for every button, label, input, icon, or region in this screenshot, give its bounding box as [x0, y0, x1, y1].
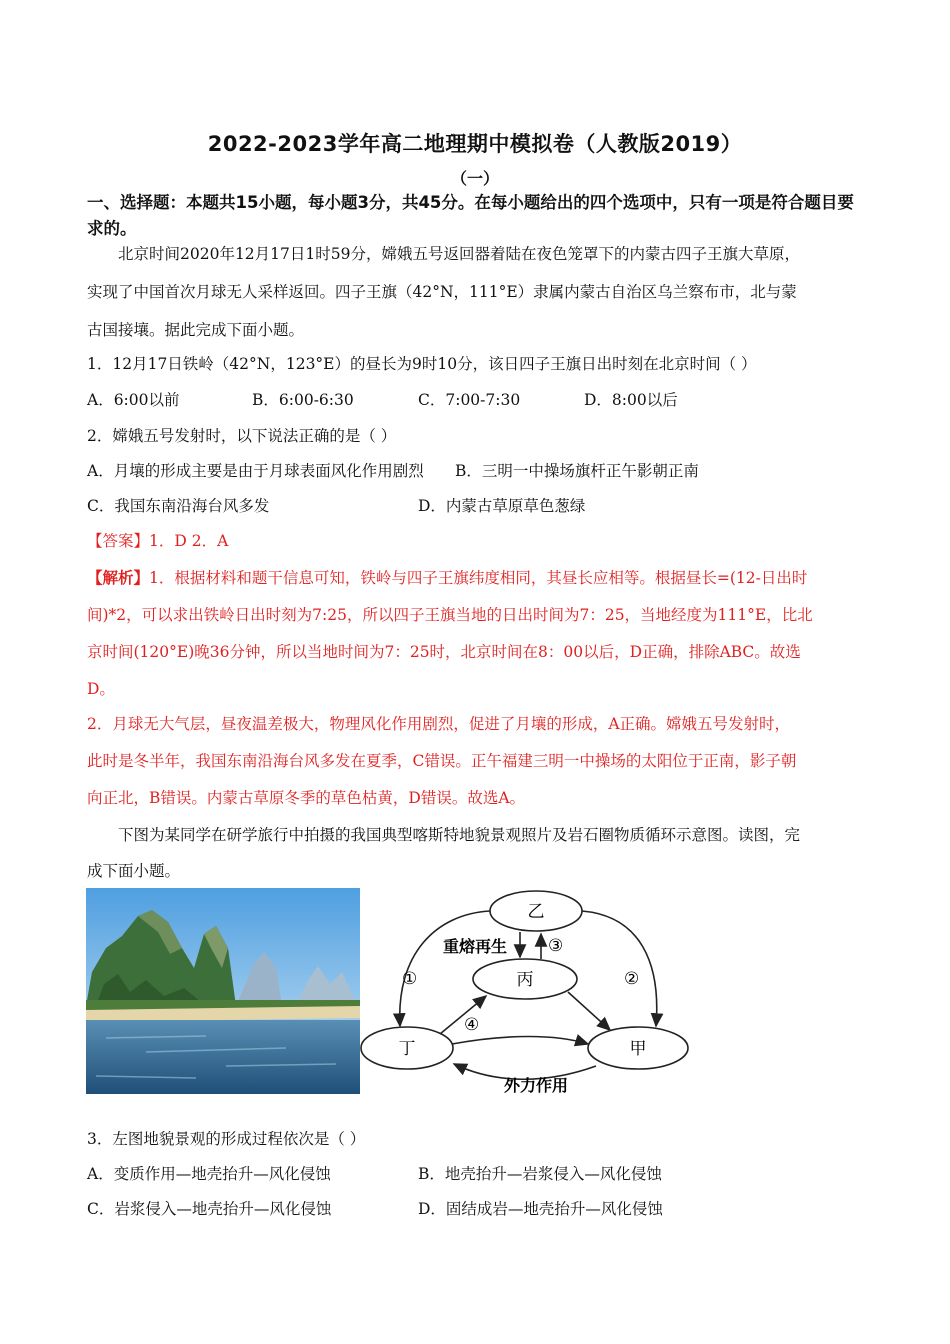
process-3-label: ③ [548, 936, 564, 956]
analysis-line: 京时间(120°E)晚36分钟，所以当地时间为7：25时，北京时间在8：00以后，D正确，排除ABC。故选 [87, 643, 801, 661]
passage2-line: 下图为某同学在研学旅行中拍摄的我国典型喀斯特地貌景观照片及岩石圈物质循环示意图。读图，完 [118, 826, 801, 844]
q2-option-c: C．我国东南沿海台风多发 [87, 497, 270, 515]
q3-option-d: D．固结成岩—地壳抬升—风化侵蚀 [418, 1200, 663, 1218]
analysis-line: 向正北，B错误。内蒙古草原冬季的草色枯黄，D错误。故选A。 [87, 789, 526, 807]
analysis-label: 【解析】 [87, 568, 150, 587]
process-4-label: ④ [464, 1015, 480, 1035]
analysis-line: 间)*2，可以求出铁岭日出时刻为7:25，所以四子王旗当地的日出时间为7：25，当地经度为111°E，比北 [87, 606, 813, 624]
karst-landscape-photo [86, 888, 360, 1094]
page-subtitle: （一） [450, 169, 499, 188]
node-yi-label: 乙 [527, 902, 545, 922]
question-3-stem: 3．左图地貌景观的形成过程依次是（ ） [87, 1130, 366, 1148]
passage1-line: 北京时间2020年12月17日1时59分，嫦娥五号返回器着陆在夜色笼罩下的内蒙古四子王旗大草原， [118, 245, 800, 263]
analysis-line: 此时是冬半年，我国东南沿海台风多发在夏季，C错误。正午福建三明一中操场的太阳位于正南，影子朝 [87, 752, 797, 770]
question-1-stem: 1．12月17日铁岭（42°N，123°E）的昼长为9时10分，该日四子王旗日出时刻在北京时间（ ） [87, 355, 757, 373]
q1-option-c: C．7:00-7:30 [418, 391, 521, 409]
process-2-label: ② [624, 969, 640, 989]
question-2-stem: 2．嫦娥五号发射时，以下说法正确的是（ ） [87, 427, 397, 445]
answer-line: 【答案】1．D 2．A [87, 532, 229, 550]
q2-option-a: A．月壤的形成主要是由于月球表面风化作用剧烈 [87, 462, 424, 480]
q3-option-a: A．变质作用—地壳抬升—风化侵蚀 [87, 1165, 331, 1183]
passage1-line: 实现了中国首次月球无人采样返回。四子王旗（42°N，111°E）隶属内蒙古自治区乌兰察布市，北与蒙 [87, 283, 797, 301]
process-1-label: ① [402, 969, 418, 989]
node-ding-label: 丁 [398, 1039, 416, 1059]
passage1-line: 古国接壤。据此完成下面小题。 [87, 321, 305, 339]
remelt-label: 重熔再生 [443, 937, 508, 956]
node-jia-label: 甲 [629, 1039, 647, 1059]
analysis-line: D。 [87, 680, 115, 698]
q1-option-a: A．6:00以前 [87, 391, 180, 409]
analysis-text: 1．根据材料和题干信息可知，铁岭与四子王旗纬度相同，其昼长应相等。根据昼长=(12-日出时 [149, 569, 808, 587]
section-heading: 一、选择题：本题共15小题，每小题3分，共45分。在每小题给出的四个选项中，只有一项是符合题目要求的。 [87, 193, 854, 238]
page-title: 2022-2023学年高二地理期中模拟卷（人教版2019） [207, 132, 743, 156]
passage2-line: 成下面小题。 [87, 862, 181, 880]
q3-option-b: B．地壳抬升—岩浆侵入—风化侵蚀 [418, 1165, 662, 1183]
analysis-line: 2．月球无大气层，昼夜温差极大，物理风化作用剧烈，促进了月壤的形成，A正确。嫦娥五号发射时， [87, 715, 791, 733]
q2-option-b: B．三明一中操场旗杆正午影朝正南 [455, 462, 699, 480]
q1-option-d: D．8:00以后 [584, 391, 678, 409]
external-force-label: 外力作用 [504, 1076, 569, 1095]
q3-option-c: C．岩浆侵入—地壳抬升—风化侵蚀 [87, 1200, 332, 1218]
node-bing-label: 丙 [516, 970, 534, 990]
q1-option-b: B．6:00-6:30 [252, 391, 354, 409]
analysis-line-1 [87, 566, 807, 588]
q2-option-d: D．内蒙古草原草色葱绿 [418, 497, 586, 515]
rock-cycle-diagram [356, 884, 696, 1099]
